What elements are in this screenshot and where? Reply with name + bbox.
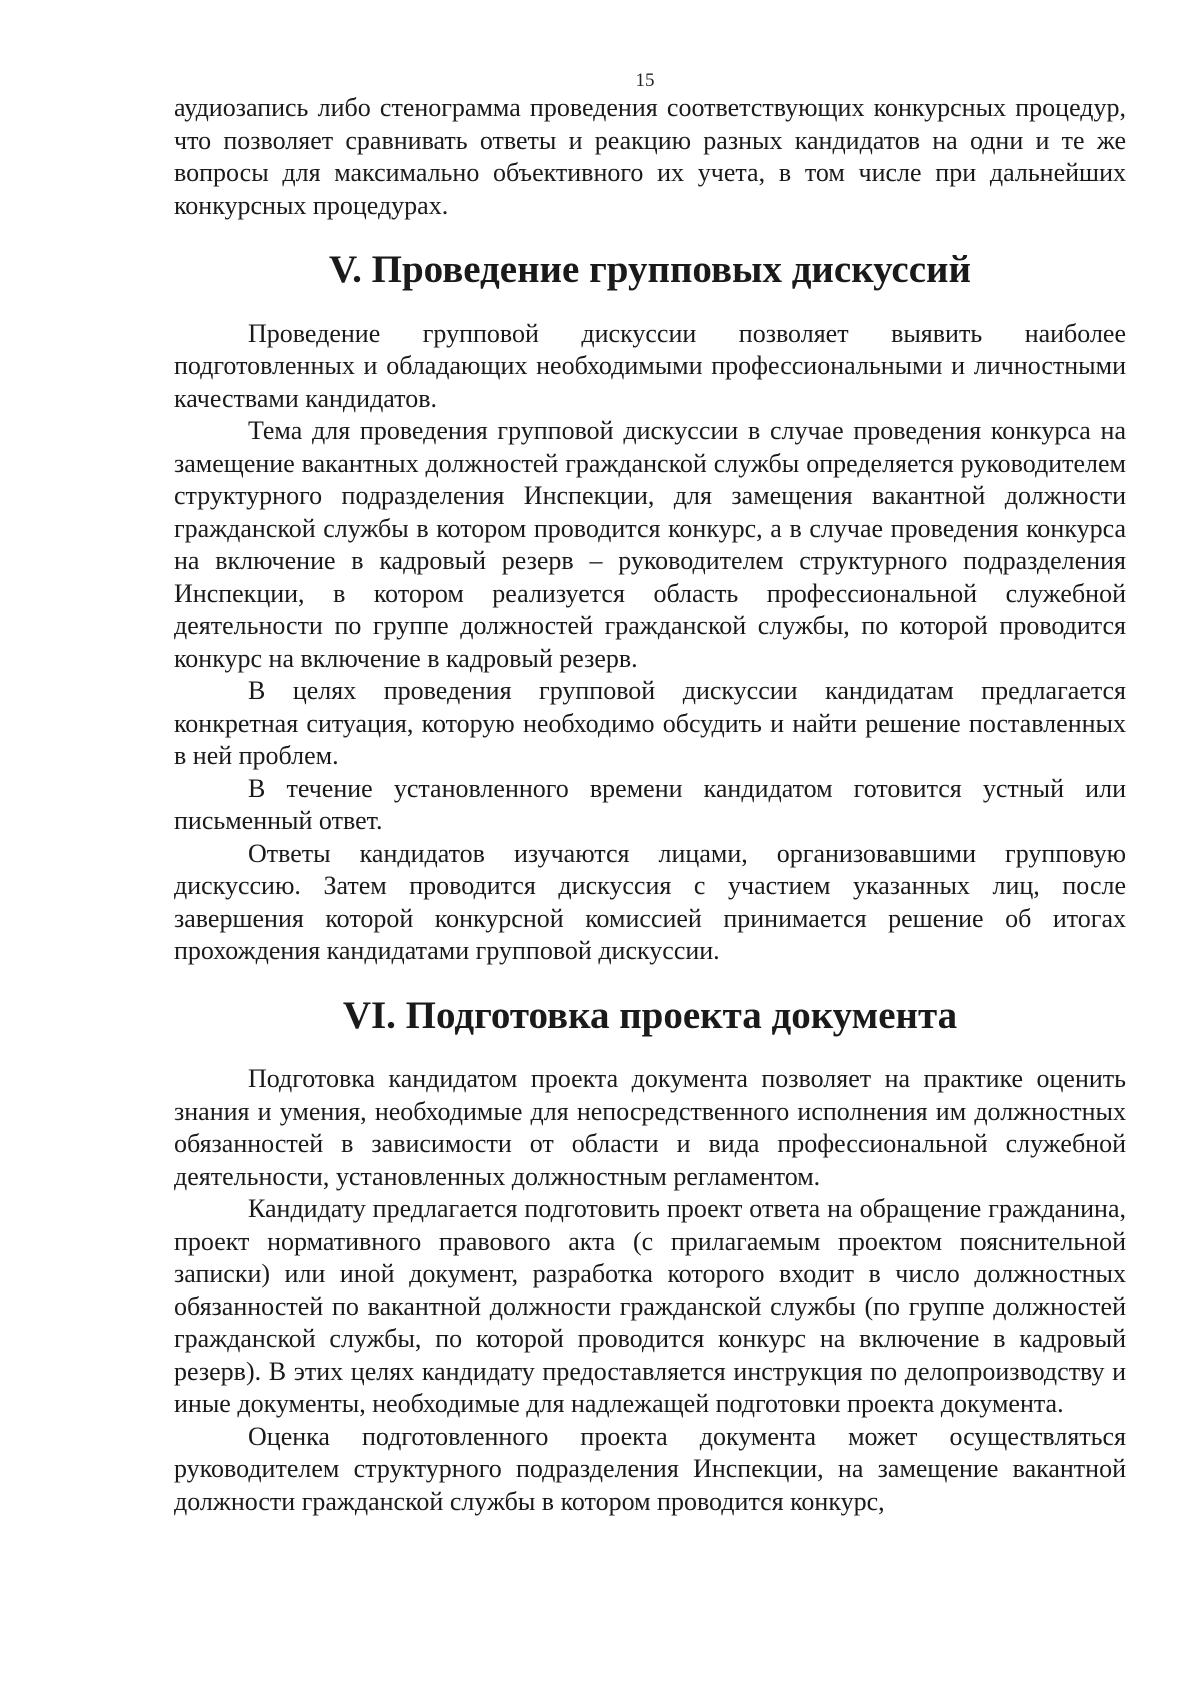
document-body xyxy=(174,92,1126,1518)
paragraph: Тема для проведения групповой дискуссии в случае проведения конкурса на замещение вакантных должностей гражданской службы определяется руководителем структурного подразделения Инспекции, для замещения вакантной должности гражданской службы в котором проводится конкурс, а в случае проведения конкурса на включение в кадровый резерв – руководителем структурного подразделения Инспекции, в котором реализуется область профессиональной служебной деятельности по группе должностей гражданской службы, по которой проводится конкурс на включение в кадровый резерв. xyxy=(174,416,1126,673)
paragraph: Ответы кандидатов изучаются лицами, организовавшими групповую дискуссию. Затем проводится дискуссия с участием указанных лиц, после завершения которой конкурсной комиссией принимается решение об итогах прохождения кандидатами групповой дискуссии. xyxy=(174,838,1126,965)
paragraph-truncated: Оценка подготовленного проекта документа может осуществляться руководителем структурного подразделения Инспекции, на замещение вакантной должности гражданской службы в котором проводится конкурс, xyxy=(174,1421,1126,1516)
paragraph: Подготовка кандидатом проекта документа позволяет на практике оценить знания и умения, необходимые для непосредственного исполнения им должностных обязанностей в зависимости от области и вида профессиональной служебной деятельности, установленных должностным регламентом. xyxy=(174,1064,1126,1191)
section-heading-vi: VI. Подготовка проекта документа xyxy=(342,993,958,1037)
paragraph-continuation: аудиозапись либо стенограмма проведения соответствующих конкурсных процедур, что позволяет сравнивать ответы и реакцию разных кандидатов на одни и те же вопросы для максимально объективного их учета, в том числе при дальнейших конкурсных процедурах. xyxy=(174,93,1126,220)
section-heading-v: V. Проведение групповых дискуссий xyxy=(329,248,971,291)
paragraph: Кандидату предлагается подготовить проект ответа на обращение гражданина, проект нормативного правового акта (с прилагаемым проектом пояснительной записки) или иной документ, разработка которого входит в число должностных обязанностей по вакантной должности гражданской службы (по группе должностей гражданской службы, по которой проводится конкурс на включение в кадровый резерв). В этих целях кандидату предоставляется инструкция по делопроизводству и иные документы, необходимые для надлежащей подготовки проекта документа. xyxy=(174,1194,1126,1418)
paragraph: Проведение групповой дискуссии позволяет выявить наиболее подготовленных и обладающих необходимыми профессиональными и личностными качествами кандидатов. xyxy=(174,318,1126,413)
paragraph: В целях проведения групповой дискуссии кандидатам предлагается конкретная ситуация, которую необходимо обсудить и найти решение поставленных в ней проблем. xyxy=(174,676,1126,770)
paragraph: В течение установленного времени кандидатом готовится устный или письменный ответ. xyxy=(174,773,1126,835)
page-number: 15 xyxy=(635,70,655,91)
